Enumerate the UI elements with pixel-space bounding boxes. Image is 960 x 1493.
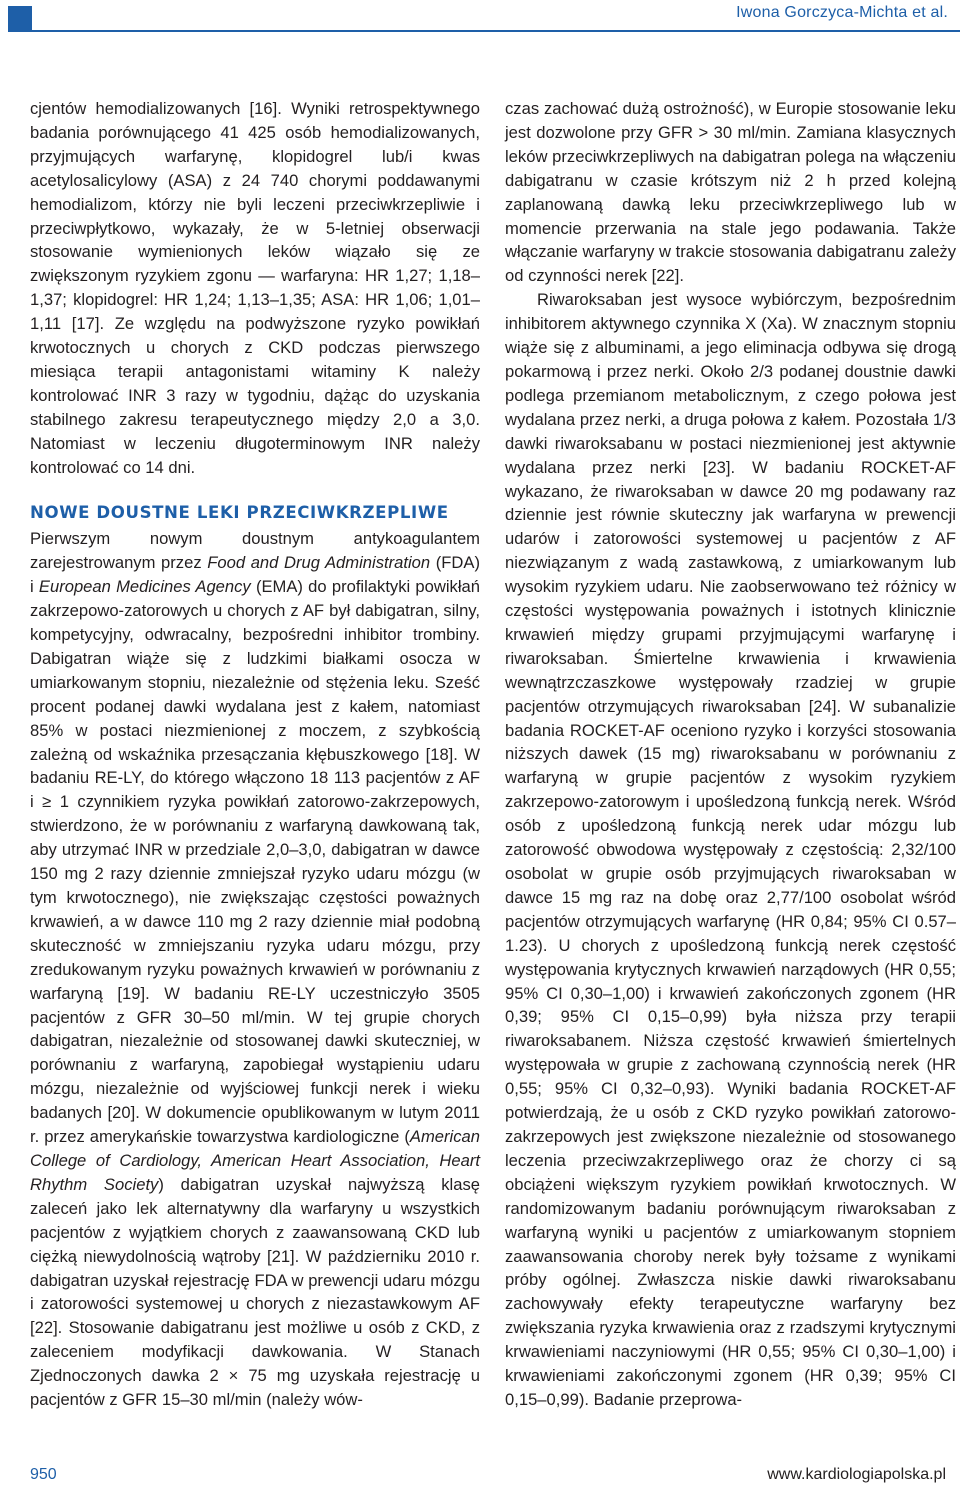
italic-run: Food and Drug Administration (207, 553, 431, 573)
page-footer (0, 1463, 960, 1493)
italic-run: European Medicines Agency (38, 577, 251, 597)
left-column (30, 97, 480, 1412)
page-number: 950 (30, 1466, 57, 1483)
right-column (505, 97, 956, 1412)
paragraph: cjentów hemodializowanych [16]. Wyniki retrospektywnego badania porównującego 41 425 osób hemodializowanych, przyjmujących warfarynę, klopidogrel lub/i kwas acetylosalicylowy (ASA) z 24 740 chorymi poddawanymi hemodializom, którzy nie byli leczeni przeciwkrzepliwie i przeciwpłytkowo, wykazały, że w 5-letniej obserwacji stosowanie wymienionych leków wiązało się ze zwiększonym ryzykiem zgonu — warfaryna: HR 1,27; 1,18–1,37; klopidogrel: HR 1,24; 1,13–1,35; ASA: HR 1,06; 1,01–1,11 [17]. Ze względu na podwyższone ryzyko powikłań krwotocznych u chorych z CKD podczas pierwszego miesiąca terapii antagonistami witaminy K należy kontrolować INR 3 razy w tygodniu, dążąc do uzyskania stabilnego zakresu terapeutycznego między 2,0 a 3,0. Natomiast w leczeniu długoterminowym INR należy kontrolować co 14 dni. (30, 99, 480, 477)
paragraph: czas zachować dużą ostrożność), w Europie stosowanie leku jest dozwolone przy GFR > 30 ml/min. Zamiana klasycznych leków przeciwkrzepliwych na dabigatran polega na włączeniu dabigatranu w czasie krótszym niż 2 h przed kolejną zaplanowaną dawką leku przeciwkrzepliwego lub w momencie przerwania na stale jego podawania. Także włączanie warfaryny w trakcie stosowania dabigatranu zależy od czynności nerek [22]. (505, 99, 957, 286)
text-run: Pierwszym nowym doustnym antykoagulantem zarejestrowanym przez (30, 529, 480, 573)
running-header-authors: Iwona Gorczyca-Michta et al. (736, 4, 948, 21)
italic-run: American College of Cardiology, American Heart Association, Heart Rhythm Society (30, 1127, 480, 1194)
text-run: (EMA) do profilaktyki powikłań zakrzepowo-zatorowych u chorych z AF był dabigatran, silny, kompetycyjny, odwracalny, bezpośredni inhibitor trombiny. Dabigatran wiąże się z ludzkimi białkami osocza w umiarkowanym stopniu, niezależnie od stężenia leku. Sześć procent podanej dawki wydalana jest z kałem, natomiast 85% w postaci niezmienionej z moczem, z szybkością zależną od wskaźnika przesączania kłębuszkowego [18]. W badaniu RE-LY, do którego włączono 18 113 pacjentów z AF i ≥ 1 czynnikiem ryzyka powikłań zatorowo-zakrzepowych, stwierdzono, że w porównaniu z warfaryną dawkowaną tak, aby utrzymać INR w przedziale 2,0–3,0, dabigatran w dawce 150 mg 2 razy dziennie zmniejszał ryzyko udaru mózgu (w tym krwotocznego), nie zwiększając częstości poważnych krwawień, a w dawce 110 mg 2 razy dziennie miał podobną skuteczność w zmniejszaniu ryzyka udaru mózgu, przy zredukowanym ryzyku poważnych krwawień w porównaniu z warfaryną [19]. W badaniu RE-LY uczestniczyło 3505 pacjentów z GFR 30–50 ml/min. W tej grupie chorych dabigatran, niezależnie od stosowanej dawki skuteczniej, w porównaniu z warfaryną, zapobiegał wystąpieniu udaru mózgu, niezależnie od wyjściowej funkcji nerek i wieku badanych [20]. W dokumencie opublikowanym w lutym 2011 r. przez amerykańskie towarzystwa kardiologiczne ( (30, 577, 480, 1147)
journal-url: www.kardiologiapolska.pl (767, 1466, 946, 1483)
paragraph (30, 527, 480, 1412)
section-heading: NOWE DOUSTNE LEKI PRZECIWKRZEPLIWE (30, 502, 449, 522)
text-run: (FDA) i (30, 553, 480, 597)
paragraph: Riwaroksaban jest wysoce wybiórczym, bezpośrednim inhibitorem aktywnego czynnika X (Xa). W znacznym stopniu wiąże się z albuminami, a jego eliminacja odbywa się drogą pokarmową i przez nerki. Około 2/3 podanej doustnie dawki podlega przemianom metabolicznym, z czego połowa jest wydalana przez nerki, a druga połowa z kałem. Pozostała 1/3 dawki riwaroksabanu w postaci niezmienionej jest aktywnie wydalana przez nerki [23]. W badaniu ROCKET-AF wykazano, że riwaroksaban w dawce 20 mg podawany raz dziennie jest równie skuteczny jak warfaryna w prewencji udarów i zatorowości systemowej u pacjentów z AF niezwiązanym z wadą zastawkową, z umiarkowanym lub wysokim ryzykiem udaru. Nie zaobserwowano też różnicy w częstości występowania poważnych i istotnych klinicznie krwawień między grupami przyjmującymi warfarynę i riwaroksaban. Śmiertelne krwawienia i krwawienia wewnątrzczaszkowe występowały rzadziej w grupie pacjentów otrzymujących riwaroksaban [24]. W subanalizie badania ROCKET-AF oceniono ryzyko i korzyści stosowania niższych dawek (15 mg) riwaroksabanu w porównaniu z warfaryną w grupie pacjentów z wysokim ryzykiem zakrzepowo-zatorowym i upośledzoną funkcją nerek. Wśród osób z upośledzoną funkcją nerek udar mózgu lub zatorowość obwodowa występowały z częstością: 2,32/100 osobolat w grupie osób przyjmujących riwaroksaban w dawce 15 mg raz na dobę oraz 2,77/100 osobolat wśród pacjentów otrzymujących warfarynę (HR 0,84; 95% CI 0.57–1.23). U chorych z upośledzoną funkcją nerek częstość występowania krytycznych krwawień narządowych (HR 0,55; 95% CI 0,30–1,00) i krwawień zakończonych zgonem (HR 0,39; 95% CI 0,15–0,99) była niższa przy terapii riwaroksabanem. Niższa częstość krwawień śmiertelnych występowała w grupie z zachowaną czynnością nerek (HR 0,55; 95% CI 0,32–0,93). Wyniki badania ROCKET-AF potwierdzają, że u osób z CKD ryzyko powikłań zatorowo-zakrzepowych jest zwiększone niezależnie od stosowanego leczenia przeciwzakrzepliwego oraz że chorzy ci są obciążeni większym ryzykiem powikłań krwotocznych. W randomizowanym badaniu porównującym riwaroksaban z warfaryną wyniki u pacjentów z umiarkowanym stopniem zaawansowania choroby nerek były tożsame z wynikami próby ogólnej. Zwłaszcza niskie dawki riwaroksabanu zachowywały efekty terapeutyczne warfaryny bez zwiększania ryzyka krwawienia oraz z rzadszymi krytycznymi krwawieniami naczyniowymi (HR 0,55; 95% CI 0,30–1,00) i krwawieniami zakończonymi zgonem (HR 0,39; 95% CI 0,15–0,99). Badanie przeprowa- (505, 290, 956, 1409)
header-rule (8, 30, 960, 32)
text-run: ) dabigatran uzyskał najwyższą klasę zaleceń jako lek alternatywny dla warfaryny u wszystkich pacjentów z wyjątkiem chorych z zaawansowaną CKD lub ciężką niewydolnością wątroby [21]. W październiku 2010 r. dabigatran uzyskał rejestrację FDA w prewencji udaru mózgu i zatorowości systemowej u chorych z niezastawkowym AF [22]. Stosowanie dabigatranu jest możliwe u osób z CKD, z zaleceniem modyfikacji dawkowania. W Stanach Zjednoczonych dawka 2 × 75 mg uzyskała rejestrację u pacjentów z GFR 15–30 ml/min (należy wów- (30, 1174, 480, 1410)
header-accent-square (8, 6, 32, 30)
